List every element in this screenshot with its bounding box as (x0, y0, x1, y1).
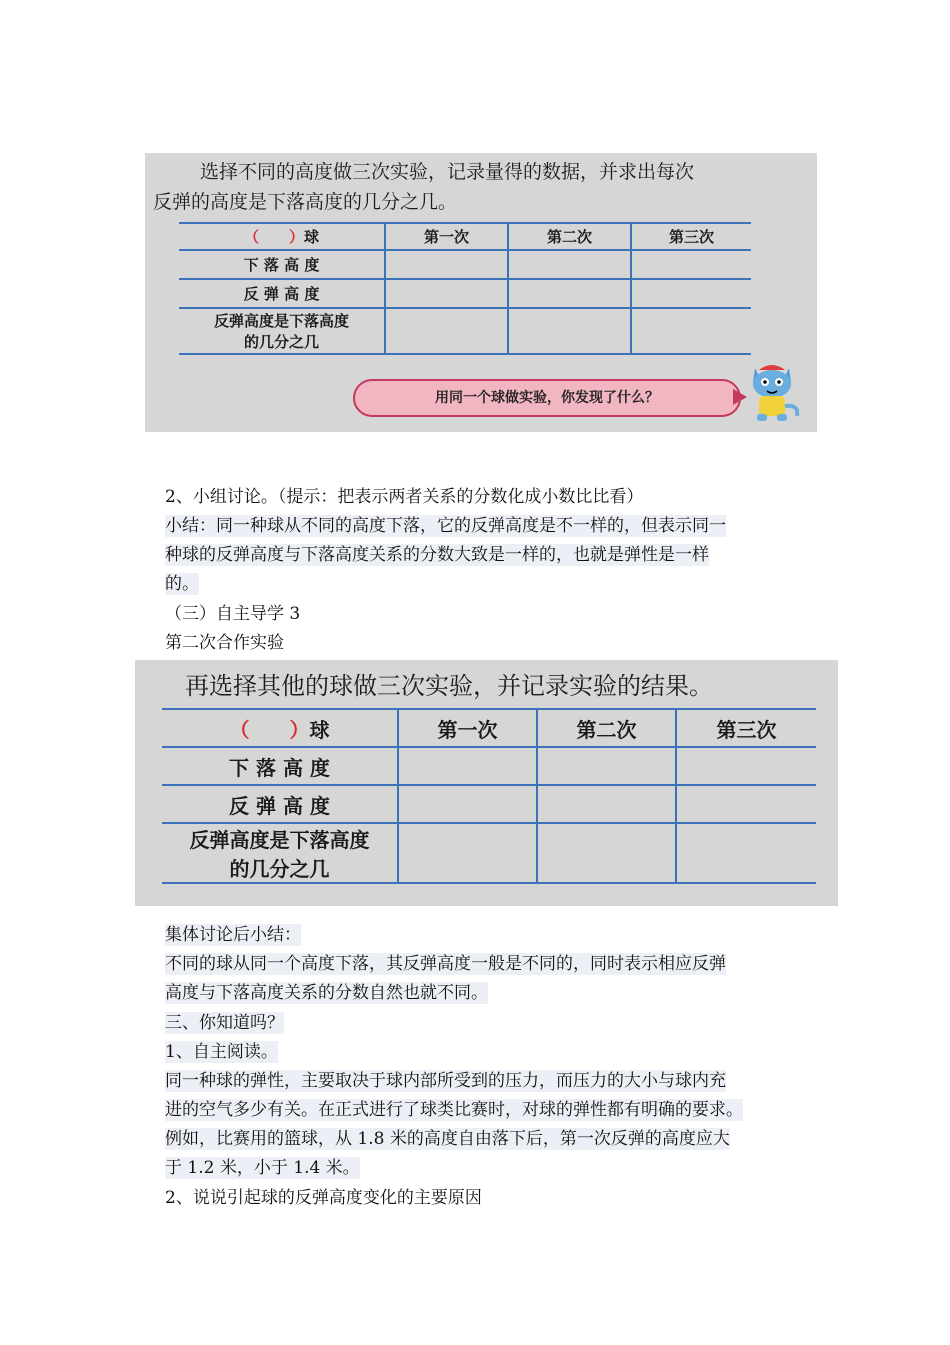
ratio-line2: 的几分之几 (243, 333, 319, 351)
header-ball-cell (179, 223, 385, 250)
row-label-rebound: 反 弹 高 度 (179, 279, 385, 308)
header-paren: （ ） (229, 717, 310, 742)
experiment-panel-2 (135, 660, 838, 906)
row-label-drop: 下 落 高 度 (162, 747, 398, 785)
experiment-table-2 (162, 708, 816, 884)
section-heading: （三）自主导学 3 (165, 604, 301, 624)
reading-line: 同一种球的弹性，主要取决于球内部所受到的压力，而压力的大小与球内充 (165, 1071, 726, 1091)
table-cell (537, 823, 676, 883)
summary-line: 种球的反弹高度与下落高度关系的分数大致是一样的，也就是弹性是一样 (165, 545, 709, 565)
summary-heading: 集体讨论后小结： (165, 925, 301, 945)
panel1-intro-line1: 选择不同的高度做三次实验，记录量得的数据，并求出每次 (200, 161, 695, 183)
reading-heading: 1、自主阅读。 (165, 1042, 278, 1062)
table-cell (631, 279, 751, 308)
summary-line: 的。 (165, 574, 199, 594)
panel2-intro: 再选择其他的球做三次实验，并记录实验的结果。 (185, 672, 713, 700)
experiment-panel-1 (145, 153, 817, 432)
table-cell (398, 823, 537, 883)
summary-line: 不同的球从同一个高度下落，其反弹高度一般是不同的，同时表示相应反弹 (165, 954, 726, 974)
header-col3: 第三次 (676, 709, 816, 747)
header-ball: 球 (309, 717, 330, 742)
table-cell (508, 308, 631, 354)
experiment-table-1 (179, 222, 751, 355)
row-label-ratio (162, 823, 398, 883)
table-row (162, 823, 816, 883)
question-line: 2、说说引起球的反弹高度变化的主要原因 (165, 1188, 482, 1208)
table-cell (398, 785, 537, 823)
ratio-line2: 的几分之几 (229, 857, 330, 881)
header-ball: 球 (304, 228, 320, 246)
table-row (162, 747, 816, 785)
section-subheading: 第二次合作实验 (165, 633, 284, 653)
header-col2: 第二次 (537, 709, 676, 747)
table-cell (676, 785, 816, 823)
table-cell (537, 747, 676, 785)
row-label-ratio (179, 308, 385, 354)
table-cell (385, 308, 508, 354)
table-header-row (162, 709, 816, 747)
table-cell (385, 279, 508, 308)
cartoon-cat-icon (743, 358, 803, 424)
table-cell (676, 747, 816, 785)
table-row (179, 250, 751, 279)
table-cell (508, 250, 631, 279)
table-cell (631, 250, 751, 279)
row-label-rebound: 反 弹 高 度 (162, 785, 398, 823)
reading-line: 例如，比赛用的篮球，从 1.8 米的高度自由落下后，第一次反弹的高度应大 (165, 1129, 730, 1149)
table-cell (508, 279, 631, 308)
section-heading: 三、你知道吗？ (165, 1013, 284, 1033)
table-row (179, 279, 751, 308)
summary-line: 小结：同一种球从不同的高度下落，它的反弹高度是不一样的，但表示同一 (165, 516, 726, 536)
reading-line: 于 1.2 米，小于 1.4 米。 (165, 1158, 360, 1178)
reading-line: 进的空气多少有关。在正式进行了球类比赛时，对球的弹性都有明确的要求。 (165, 1100, 743, 1120)
table-cell (385, 250, 508, 279)
header-col1: 第一次 (385, 223, 508, 250)
discussion-line: 2、小组讨论。（提示：把表示两者关系的分数化成小数比比看） (165, 487, 644, 507)
table-row (162, 785, 816, 823)
speech-bubble: 用同一个球做实验，你发现了什么？ (353, 379, 741, 417)
header-ball-cell (162, 709, 398, 747)
table-header-row (179, 223, 751, 250)
table-cell (537, 785, 676, 823)
ratio-line1: 反弹高度是下落高度 (189, 828, 370, 852)
header-col2: 第二次 (508, 223, 631, 250)
ratio-line1: 反弹高度是下落高度 (213, 312, 349, 330)
summary-line: 高度与下落高度关系的分数自然也就不同。 (165, 983, 488, 1003)
header-paren: （ ） (243, 228, 304, 246)
header-col3: 第三次 (631, 223, 751, 250)
table-cell (676, 823, 816, 883)
table-row (179, 308, 751, 354)
row-label-drop: 下 落 高 度 (179, 250, 385, 279)
panel1-intro-line2: 反弹的高度是下落高度的几分之几。 (153, 191, 458, 213)
table-cell (398, 747, 537, 785)
header-col1: 第一次 (398, 709, 537, 747)
table-cell (631, 308, 751, 354)
